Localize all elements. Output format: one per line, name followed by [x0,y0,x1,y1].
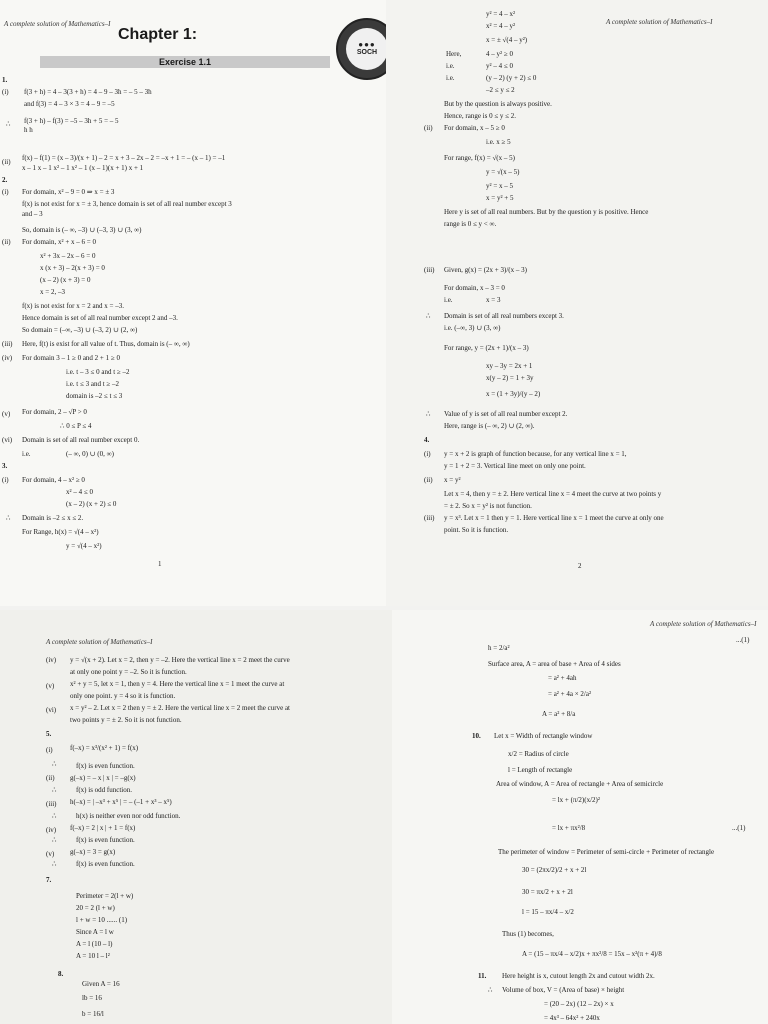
text-line: i.e. (–∞, 3) ∪ (3, ∞) [444,324,501,332]
text-line: h(–x) = | –x³ + x⁵ | = – (–1 + x³ – x⁵) [70,798,172,806]
text-line: Given A = 16 [82,980,120,988]
text-line: 2. [2,176,8,184]
text-line: (ii) [46,774,55,782]
text-line: Given, g(x) = (2x + 3)/(x – 3) [444,266,527,274]
text-line: y = 1 + 2 = 3. Vertical line meet on only one point. [444,462,586,470]
text-line: = lx + (π/2)(x/2)² [552,796,600,804]
text-line: 11. [478,972,487,980]
text-line: f(3 + h) – f(3) = –5 – 3h + 5 = – 5 [24,117,119,125]
text-line: ∴ 0 ≤ P ≤ 4 [60,422,92,430]
text-line: (– ∞, 0) ∪ (0, ∞) [66,450,114,458]
text-line: Surface area, A = area of base + Area of 4 sides [488,660,621,668]
text-line: x² + y = 5, let x = 1, then y = 4. Here the vertical line x = 1 meet the curve at [70,680,285,688]
text-line: y² – 4 ≤ 0 [486,62,513,70]
text-line: range is 0 ≤ y < ∞. [444,220,497,228]
text-line: Volume of box, V = (Area of base) × height [502,986,625,994]
text-line: ∴ [52,860,57,868]
text-line: f(x) is even function. [76,762,135,770]
running-head: A complete solution of Mathematics–I [46,638,153,646]
text-line: Thus (1) becomes, [502,930,554,938]
text-line: (iii) [46,800,57,808]
text-line: ∴ [6,120,11,128]
text-line: ∴ [488,986,493,994]
text-line: For Range, h(x) = √(4 – x²) [22,528,99,536]
text-line: (i) [46,746,53,754]
text-line: domain is –2 ≤ t ≤ 3 [66,392,123,400]
text-line: (ii) [424,476,433,484]
text-line: 4. [424,436,430,444]
text-line: ...(1) [732,824,746,832]
exercise-heading: Exercise 1.1 [40,56,330,68]
text-line: ∴ [52,812,57,820]
text-line: 5. [46,730,52,738]
page-number: 1 [158,560,162,568]
page-2 [386,0,768,606]
text-line: = ± 2. So x = y² is not function. [444,502,532,510]
text-line: = a² + 4ah [548,674,577,682]
text-line: A = l (10 – l) [76,940,113,948]
text-line: Domain is –2 ≤ x ≤ 2. [22,514,84,522]
text-line: For domain, x – 3 = 0 [444,284,505,292]
text-line: y² = 4 – x² [486,10,516,18]
text-line: two points y = ± 2. So it is not function. [70,716,182,724]
text-line: 4 – y² ≥ 0 [486,50,513,58]
text-line: l + w = 10 ...... (1) [76,916,128,924]
text-line: f(3 + h) = 4 – 3(3 + h) = 4 – 9 – 3h = – 5 – 3h [24,88,152,96]
text-line: 10. [472,732,481,740]
text-line: f(x) is even function. [76,836,135,844]
text-line: ∴ [6,514,11,522]
text-line: x = (1 + 3y)/(y – 2) [486,390,541,398]
text-line: x² = 4 – y² [486,22,516,30]
text-line: x = y² [444,476,461,484]
text-line: Area of window, A = Area of rectangle + Area of semicircle [496,780,664,788]
text-line: ...(1) [736,636,750,644]
text-line: 1. [2,76,8,84]
text-line: (v) [2,410,11,418]
text-line: (i) [2,88,9,96]
page-4 [392,610,768,1024]
text-line: (ii) [424,124,433,132]
text-line: (i) [2,188,9,196]
text-line: (y – 2) (y + 2) ≤ 0 [486,74,537,82]
text-line: x = y² – 2. Let x = 2 then y = ± 2. Here the vertical line x = 2 meet the curve at [70,704,290,712]
text-line: f(x) is odd function. [76,786,132,794]
text-line: (x – 2) (x + 3) = 0 [40,276,91,284]
text-line: ∴ [52,836,57,844]
text-line: For range, y = (2x + 1)/(x – 3) [444,344,529,352]
text-line: f(x) is not exist for x = 2 and x = –3. [22,302,124,310]
text-line: f(x) is even function. [76,860,135,868]
text-line: ∴ [426,410,431,418]
text-line: A = (15 – πx/4 – x/2)x + πx²/8 = 15x – x²(π + 4)/8 [522,950,662,958]
text-line: For domain 3 – 1 ≥ 0 and 2 + 1 ≥ 0 [22,354,120,362]
text-line: y = √(x – 5) [486,168,520,176]
text-line: l = Length of rectangle [508,766,573,774]
text-line: x = y² + 5 [486,194,514,202]
text-line: 30 = (2πx/2)/2 + x + 2l [522,866,587,874]
text-line: Domain is set of all real numbers except 3. [444,312,564,320]
text-line: x = ± √(4 – y²) [486,36,528,44]
text-line: only one point. y = 4 so it is function. [70,692,176,700]
text-line: But by the question is always positive. [444,100,552,108]
text-line: Here, range is (– ∞, 2) ∪ (2, ∞). [444,422,535,430]
text-line: So, domain is (– ∞, –3) ∪ (–3, 3) ∪ (3, ∞) [22,226,142,234]
text-line: A = 10 l – l² [76,952,110,960]
text-line: (iii) [424,514,435,522]
text-line: lb = 16 [82,994,102,1002]
text-line: For domain, 4 – x² ≥ 0 [22,476,85,484]
text-line: x = 3 [486,296,501,304]
text-line: Here height is x, cutout length 2x and cutout width 2x. [502,972,655,980]
text-line: f(–x) = 2 | x | + 1 = f(x) [70,824,136,832]
text-line: Value of y is set of all real number except 2. [444,410,568,418]
text-line: (iv) [46,656,57,664]
text-line: Let x = 4, then y = ± 2. Here vertical line x = 4 meet the curve at two points y [444,490,662,498]
text-line: ∴ [52,786,57,794]
text-line: (ii) [2,158,11,166]
text-line: For range, f(x) = √(x – 5) [444,154,515,162]
page-1 [0,0,386,606]
text-line: = (20 – 2x) (12 – 2x) × x [544,1000,614,1008]
text-line: Perimeter = 2(l + w) [76,892,134,900]
text-line: (vi) [2,436,13,444]
text-line: h h [24,126,33,134]
text-line: l = 15 – πx/4 – x/2 [522,908,574,916]
chapter-title: Chapter 1: [118,26,198,43]
text-line: So domain = (–∞, –3) ∪ (–3, 2) ∪ (2, ∞) [22,326,138,334]
text-line: (iv) [2,354,13,362]
text-line: f(x) – f(1) = (x – 3)/(x + 1) – 2 = x + 3 – 2x – 2 = –x + 1 = – (x – 1) = –1 [22,154,226,162]
text-line: (iii) [424,266,435,274]
text-line: y² = x – 5 [486,182,514,190]
text-line: Since A = l w [76,928,114,936]
text-line: 7. [46,876,52,884]
text-line: Here, f(t) is exist for all value of t. Thus, domain is (– ∞, ∞) [22,340,190,348]
page-3 [0,610,392,1024]
text-line: A = a² + 8/a [542,710,576,718]
logo-figures-icon: ●●● [358,40,376,49]
text-line: (i) [424,450,431,458]
text-line: (i) [2,476,9,484]
text-line: 8. [58,970,64,978]
text-line: i.e. [446,62,455,70]
text-line: Hence domain is set of all real number except 2 and –3. [22,314,178,322]
text-line: Here, [446,50,462,58]
text-line: Here y is set of all real numbers. But by the question y is positive. Hence [444,208,649,216]
text-line: f(–x) = x³/(x² + 1) = f(x) [70,744,139,752]
text-line: x = 2, –3 [40,288,65,296]
text-line: x/2 = Radius of circle [508,750,569,758]
running-head: A complete solution of Mathematics–I [4,20,111,28]
text-line: (iii) [2,340,13,348]
text-line: Let x = Width of rectangle window [494,732,593,740]
text-line: For domain, x – 5 ≥ 0 [444,124,505,132]
text-line: i.e. [444,296,453,304]
text-line: y = x³. Let x = 1 then y = 1. Here vertical line x = 1 meet the curve at only one [444,514,664,522]
text-line: 20 = 2 (l + w) [76,904,115,912]
text-line: xy – 3y = 2x + 1 [486,362,533,370]
text-line: Domain is set of all real number except 0. [22,436,140,444]
text-line: The perimeter of window = Perimeter of semi-circle + Perimeter of rectangle [498,848,715,856]
text-line: i.e. [22,450,31,458]
text-line: (v) [46,850,55,858]
text-line: y = √(4 – x²) [66,542,102,550]
text-line: i.e. x ≥ 5 [486,138,511,146]
text-line: For domain, 2 – √P > 0 [22,408,87,416]
text-line: g(–x) = 3 = g(x) [70,848,116,856]
text-line: = 4x³ – 64x² + 240x [544,1014,600,1022]
text-line: = a² + 4a × 2/a² [548,690,592,698]
text-line: f(x) is not exist for x = ± 3, hence domain is set of all real number except 3 [22,200,232,208]
text-line: x² + 3x – 2x – 6 = 0 [40,252,96,260]
text-line: point. So it is function. [444,526,509,534]
running-head: A complete solution of Mathematics–I [606,18,713,26]
page-number: 2 [578,562,582,570]
text-line: –2 ≤ y ≤ 2 [486,86,515,94]
text-line: x (x + 3) – 2(x + 3) = 0 [40,264,105,272]
text-line: y = x + 2 is graph of function because, for any vertical line x = 1, [444,450,627,458]
text-line: h = 2/a² [488,644,510,652]
text-line: i.e. [446,74,455,82]
text-line: (v) [46,682,55,690]
text-line: (ii) [2,238,11,246]
text-line: = lx + πx²/8 [552,824,586,832]
text-line: (iv) [46,826,57,834]
text-line: h(x) is neither even nor odd function. [76,812,181,820]
text-line: 30 = πx/2 + x + 2l [522,888,573,896]
text-line: and f(3) = 4 – 3 × 3 = 4 – 9 = –5 [24,100,115,108]
text-line: i.e. t ≤ 3 and t ≥ –2 [66,380,119,388]
text-line: x – 1 x – 1 x² – 1 x² – 1 (x – 1)(x + 1) x + 1 [22,164,144,172]
text-line: y = √(x + 2). Let x = 2, then y = –2. Here the vertical line x = 2 meet the curve [70,656,290,664]
text-line: ∴ [52,760,57,768]
text-line: (vi) [46,706,57,714]
text-line: at only one point y = –2. So it is function. [70,668,187,676]
text-line: 3. [2,462,8,470]
text-line: ∴ [426,312,431,320]
text-line: i.e. t – 3 ≤ 0 and t ≥ –2 [66,368,130,376]
text-line: For domain, x² – 9 = 0 ⇒ x = ± 3 [22,188,115,196]
text-line: Hence, range is 0 ≤ y ≤ 2. [444,112,517,120]
text-line: (x – 2) (x + 2) ≤ 0 [66,500,117,508]
text-line: For domain, x² + x – 6 = 0 [22,238,96,246]
text-line: g(–x) = – x | x | = –g(x) [70,774,136,782]
text-line: and – 3 [22,210,43,218]
logo-text: SOCH [356,49,378,56]
text-line: b = 16/l [82,1010,104,1018]
text-line: x² – 4 ≤ 0 [66,488,93,496]
running-head: A complete solution of Mathematics–I [650,620,757,628]
text-line: x(y – 2) = 1 + 3y [486,374,534,382]
